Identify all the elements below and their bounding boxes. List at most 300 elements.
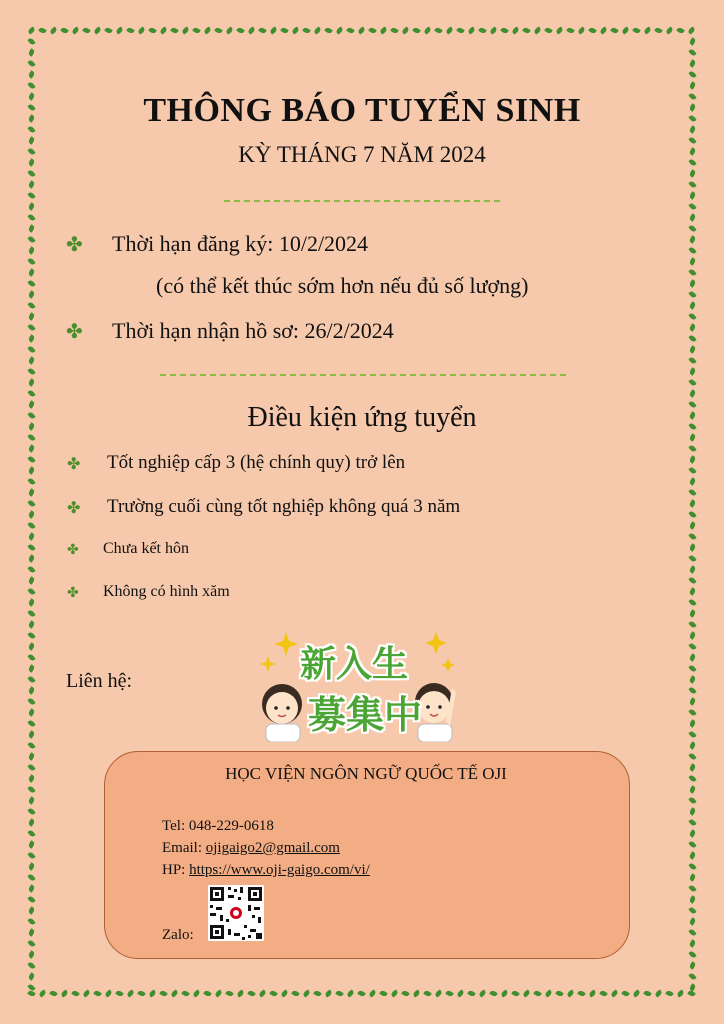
border-leaf	[27, 796, 35, 805]
border-leaf	[27, 466, 35, 475]
border-leaf	[27, 378, 35, 387]
border-leaf	[445, 26, 454, 34]
border-leaf	[115, 989, 124, 997]
border-leaf	[27, 191, 35, 200]
border-leaf	[27, 928, 35, 937]
border-leaf	[688, 598, 696, 607]
border-leaf	[60, 989, 69, 997]
border-leaf	[621, 989, 630, 997]
border-leaf	[368, 26, 377, 34]
border-leaf	[412, 26, 421, 34]
border-leaf	[27, 532, 35, 541]
border-leaf	[688, 906, 696, 915]
border-leaf	[27, 620, 35, 629]
requirement-item: Chưa kết hôn	[103, 540, 189, 557]
border-leaf	[688, 279, 696, 288]
border-leaf	[610, 26, 619, 34]
clover-bullet-icon: ✤	[67, 498, 81, 517]
border-leaf	[49, 989, 58, 997]
border-leaf	[27, 477, 35, 486]
border-leaf	[688, 939, 696, 948]
border-leaf	[688, 499, 696, 508]
border-leaf	[27, 741, 35, 750]
border-leaf	[688, 290, 696, 299]
border-leaf	[688, 356, 696, 365]
border-leaf	[654, 26, 663, 34]
border-leaf	[27, 587, 35, 596]
border-leaf	[688, 840, 696, 849]
border-leaf	[269, 26, 278, 34]
clover-bullet-icon: ✤	[66, 319, 83, 343]
hp-label: HP:	[162, 862, 186, 878]
border-leaf	[610, 989, 619, 997]
border-leaf	[27, 972, 35, 981]
border-leaf	[247, 989, 256, 997]
border-leaf	[27, 730, 35, 739]
border-leaf	[688, 576, 696, 585]
border-leaf	[688, 301, 696, 310]
border-leaf	[192, 989, 201, 997]
border-leaf	[688, 785, 696, 794]
border-leaf	[434, 989, 443, 997]
border-leaf	[27, 433, 35, 442]
border-leaf	[357, 989, 366, 997]
border-leaf	[555, 989, 564, 997]
border-leaf	[390, 26, 399, 34]
border-leaf	[423, 989, 432, 997]
border-leaf	[236, 26, 245, 34]
border-leaf	[115, 26, 124, 34]
email-link[interactable]: ojigaigo2@gmail.com	[205, 840, 340, 856]
border-leaf	[27, 246, 35, 255]
border-leaf	[599, 26, 608, 34]
border-leaf	[688, 323, 696, 332]
requirement-item: Trường cuối cùng tốt nghiệp không quá 3 năm	[107, 496, 461, 517]
border-leaf	[522, 26, 531, 34]
border-leaf	[688, 213, 696, 222]
border-leaf	[38, 26, 47, 34]
border-leaf	[291, 989, 300, 997]
border-leaf	[688, 378, 696, 387]
border-leaf	[214, 26, 223, 34]
border-leaf	[688, 653, 696, 662]
border-leaf	[27, 697, 35, 706]
border-leaf	[27, 950, 35, 959]
border-leaf	[27, 840, 35, 849]
border-leaf	[313, 989, 322, 997]
border-leaf	[688, 180, 696, 189]
border-leaf	[688, 543, 696, 552]
border-leaf	[688, 202, 696, 211]
border-leaf	[236, 989, 245, 997]
border-leaf	[632, 989, 641, 997]
border-leaf	[82, 989, 91, 997]
border-leaf	[27, 609, 35, 618]
border-leaf	[27, 367, 35, 376]
border-leaf	[643, 989, 652, 997]
border-leaf	[346, 989, 355, 997]
border-leaf	[27, 752, 35, 761]
border-leaf	[688, 862, 696, 871]
border-leaf	[27, 312, 35, 321]
border-leaf	[104, 26, 113, 34]
border-leaf	[71, 26, 80, 34]
border-leaf	[60, 26, 69, 34]
hp-row	[162, 862, 370, 879]
border-leaf	[522, 989, 531, 997]
border-leaf	[203, 989, 212, 997]
border-leaf	[291, 26, 300, 34]
border-leaf	[280, 26, 289, 34]
border-leaf	[688, 961, 696, 970]
border-leaf	[27, 851, 35, 860]
border-leaf	[688, 730, 696, 739]
border-leaf	[27, 642, 35, 651]
border-leaf	[688, 873, 696, 882]
border-leaf	[27, 895, 35, 904]
border-leaf	[688, 796, 696, 805]
border-leaf	[688, 807, 696, 816]
border-leaf	[126, 989, 135, 997]
border-leaf	[489, 989, 498, 997]
border-leaf	[599, 989, 608, 997]
border-leaf	[511, 989, 520, 997]
border-leaf	[688, 532, 696, 541]
recruitment-banner-illustration	[258, 630, 458, 742]
border-leaf	[688, 851, 696, 860]
border-leaf	[27, 213, 35, 222]
border-leaf	[126, 26, 135, 34]
border-leaf	[688, 950, 696, 959]
border-leaf	[566, 26, 575, 34]
border-leaf	[665, 989, 674, 997]
border-leaf	[688, 191, 696, 200]
border-leaf	[27, 719, 35, 728]
border-leaf	[500, 26, 509, 34]
border-leaf	[688, 466, 696, 475]
border-leaf	[93, 989, 102, 997]
border-leaf	[621, 26, 630, 34]
border-leaf	[27, 59, 35, 68]
border-leaf	[456, 26, 465, 34]
border-leaf	[676, 26, 685, 34]
border-leaf	[688, 719, 696, 728]
border-leaf	[27, 26, 36, 34]
requirement-item: Không có hình xăm	[103, 583, 230, 600]
border-leaf	[379, 989, 388, 997]
border-leaf	[654, 989, 663, 997]
border-leaf	[27, 488, 35, 497]
border-leaf	[688, 884, 696, 893]
border-leaf	[225, 26, 234, 34]
border-leaf	[27, 48, 35, 57]
border-leaf	[335, 26, 344, 34]
border-leaf	[27, 686, 35, 695]
border-leaf	[643, 26, 652, 34]
border-leaf	[688, 389, 696, 398]
border-leaf	[357, 26, 366, 34]
border-leaf	[390, 989, 399, 997]
border-leaf	[688, 917, 696, 926]
border-leaf	[688, 631, 696, 640]
border-leaf	[27, 279, 35, 288]
border-leaf	[27, 235, 35, 244]
border-leaf	[27, 37, 35, 46]
border-leaf	[27, 202, 35, 211]
border-leaf	[688, 642, 696, 651]
border-leaf	[688, 521, 696, 530]
border-leaf	[27, 499, 35, 508]
border-leaf	[688, 59, 696, 68]
border-leaf	[27, 906, 35, 915]
border-leaf	[258, 26, 267, 34]
border-leaf	[688, 367, 696, 376]
requirements-title: Điều kiện ứng tuyển	[247, 402, 477, 433]
border-leaf	[27, 543, 35, 552]
border-leaf	[533, 26, 542, 34]
border-leaf	[27, 554, 35, 563]
border-leaf	[577, 989, 586, 997]
border-leaf	[27, 70, 35, 79]
border-leaf	[401, 989, 410, 997]
border-leaf	[302, 26, 311, 34]
border-leaf	[27, 675, 35, 684]
border-leaf	[27, 510, 35, 519]
border-leaf	[688, 664, 696, 673]
border-leaf	[688, 169, 696, 178]
border-leaf	[27, 631, 35, 640]
border-leaf	[82, 26, 91, 34]
border-leaf	[27, 356, 35, 365]
border-leaf	[27, 862, 35, 871]
border-leaf	[324, 989, 333, 997]
border-leaf	[181, 26, 190, 34]
border-leaf	[27, 807, 35, 816]
divider-middle	[160, 374, 566, 376]
border-leaf	[688, 246, 696, 255]
border-leaf	[688, 81, 696, 90]
border-leaf	[688, 895, 696, 904]
border-leaf	[258, 989, 267, 997]
border-leaf	[688, 928, 696, 937]
border-leaf	[533, 989, 542, 997]
border-leaf	[203, 26, 212, 34]
border-leaf	[192, 26, 201, 34]
border-leaf	[170, 26, 179, 34]
banner-text-recruiting: 募集中	[308, 693, 423, 737]
border-leaf	[104, 989, 113, 997]
border-leaf	[214, 989, 223, 997]
border-leaf	[225, 989, 234, 997]
border-leaf	[478, 26, 487, 34]
border-leaf	[688, 620, 696, 629]
qr-code-icon	[208, 885, 264, 941]
border-leaf	[49, 26, 58, 34]
tel-label: Tel:	[162, 818, 186, 834]
border-leaf	[688, 675, 696, 684]
contact-label: Liên hệ:	[66, 670, 133, 692]
requirement-item: Tốt nghiệp cấp 3 (hệ chính quy) trở lên	[107, 452, 406, 473]
border-leaf	[27, 444, 35, 453]
email-label: Email:	[162, 840, 202, 856]
border-leaf	[688, 774, 696, 783]
border-leaf	[302, 989, 311, 997]
border-leaf	[93, 26, 102, 34]
clover-bullet-icon: ✤	[66, 232, 83, 256]
border-leaf	[456, 989, 465, 997]
border-leaf	[27, 785, 35, 794]
border-leaf	[577, 26, 586, 34]
border-leaf	[148, 989, 157, 997]
border-leaf	[467, 989, 476, 997]
border-leaf	[688, 477, 696, 486]
page-subtitle: KỲ THÁNG 7 NĂM 2024	[238, 142, 486, 167]
border-leaf	[688, 972, 696, 981]
border-leaf	[27, 829, 35, 838]
border-leaf	[27, 939, 35, 948]
clover-bullet-icon: ✤	[67, 542, 79, 558]
border-leaf	[27, 653, 35, 662]
border-leaf	[544, 26, 553, 34]
border-leaf	[688, 334, 696, 343]
border-leaf	[27, 224, 35, 233]
border-leaf	[676, 989, 685, 997]
border-leaf	[588, 989, 597, 997]
border-leaf	[170, 989, 179, 997]
page-title: THÔNG BÁO TUYỂN SINH	[143, 92, 581, 129]
border-leaf	[313, 26, 322, 34]
divider-top	[224, 200, 500, 202]
border-leaf	[27, 818, 35, 827]
border-leaf	[27, 708, 35, 717]
border-leaf	[688, 48, 696, 57]
website-link[interactable]: https://www.oji-gaigo.com/vi/	[189, 862, 370, 878]
border-leaf	[588, 26, 597, 34]
border-leaf	[665, 26, 674, 34]
border-leaf	[247, 26, 256, 34]
border-leaf	[445, 989, 454, 997]
border-leaf	[688, 741, 696, 750]
border-leaf	[159, 26, 168, 34]
border-leaf	[27, 389, 35, 398]
border-leaf	[27, 664, 35, 673]
border-leaf	[346, 26, 355, 34]
registration-deadline: Thời hạn đăng ký: 10/2/2024	[112, 231, 369, 256]
border-leaf	[478, 989, 487, 997]
border-leaf	[280, 989, 289, 997]
border-leaf	[27, 961, 35, 970]
border-leaf	[27, 334, 35, 343]
border-leaf	[544, 989, 553, 997]
border-leaf	[71, 989, 80, 997]
banner-text-new-students: 新入生	[300, 644, 409, 685]
border-leaf	[688, 609, 696, 618]
border-leaf	[137, 989, 146, 997]
border-leaf	[159, 989, 168, 997]
border-leaf	[335, 989, 344, 997]
border-leaf	[688, 257, 696, 266]
email-row	[162, 840, 340, 857]
border-leaf	[434, 26, 443, 34]
border-leaf	[269, 989, 278, 997]
tel-row	[162, 818, 274, 835]
clover-bullet-icon: ✤	[67, 585, 79, 601]
border-leaf	[688, 708, 696, 717]
border-leaf	[27, 774, 35, 783]
border-leaf	[688, 455, 696, 464]
border-leaf	[27, 455, 35, 464]
border-leaf	[27, 268, 35, 277]
border-leaf	[688, 752, 696, 761]
border-leaf	[688, 268, 696, 277]
border-leaf	[688, 697, 696, 706]
border-leaf	[688, 488, 696, 497]
border-leaf	[423, 26, 432, 34]
border-leaf	[489, 26, 498, 34]
border-leaf	[38, 989, 47, 997]
border-leaf	[688, 510, 696, 519]
zalo-label: Zalo:	[162, 927, 194, 943]
border-leaf	[688, 37, 696, 46]
border-leaf	[27, 576, 35, 585]
border-leaf	[688, 224, 696, 233]
border-leaf	[632, 26, 641, 34]
border-leaf	[27, 180, 35, 189]
border-leaf	[27, 323, 35, 332]
border-leaf	[688, 70, 696, 79]
border-leaf	[688, 565, 696, 574]
zalo-qr-code-icon[interactable]	[208, 885, 264, 941]
border-leaf	[27, 521, 35, 530]
border-leaf	[500, 989, 509, 997]
border-leaf	[27, 565, 35, 574]
border-leaf	[181, 989, 190, 997]
border-leaf	[137, 26, 146, 34]
border-leaf	[27, 917, 35, 926]
documents-deadline: Thời hạn nhận hồ sơ: 26/2/2024	[112, 318, 394, 343]
border-leaf	[688, 345, 696, 354]
border-leaf	[688, 818, 696, 827]
org-name: HỌC VIỆN NGÔN NGỮ QUỐC TẾ OJI	[225, 764, 507, 783]
border-leaf	[467, 26, 476, 34]
border-leaf	[687, 26, 696, 34]
border-leaf	[324, 26, 333, 34]
border-leaf	[688, 235, 696, 244]
border-leaf	[27, 169, 35, 178]
border-leaf	[412, 989, 421, 997]
border-leaf	[27, 290, 35, 299]
border-leaf	[27, 301, 35, 310]
border-leaf	[688, 587, 696, 596]
border-leaf	[688, 829, 696, 838]
tel-value[interactable]: 048-229-0618	[188, 818, 274, 834]
border-leaf	[27, 257, 35, 266]
border-leaf	[688, 312, 696, 321]
border-leaf	[688, 686, 696, 695]
border-leaf	[688, 444, 696, 453]
border-leaf	[688, 433, 696, 442]
clover-bullet-icon: ✤	[67, 454, 81, 473]
border-leaf	[27, 598, 35, 607]
registration-note: (có thể kết thúc sớm hơn nếu đủ số lượng)	[156, 273, 529, 298]
border-leaf	[27, 763, 35, 772]
border-leaf	[511, 26, 520, 34]
border-leaf	[27, 884, 35, 893]
border-leaf	[688, 554, 696, 563]
border-leaf	[688, 763, 696, 772]
border-leaf	[148, 26, 157, 34]
border-leaf	[27, 873, 35, 882]
